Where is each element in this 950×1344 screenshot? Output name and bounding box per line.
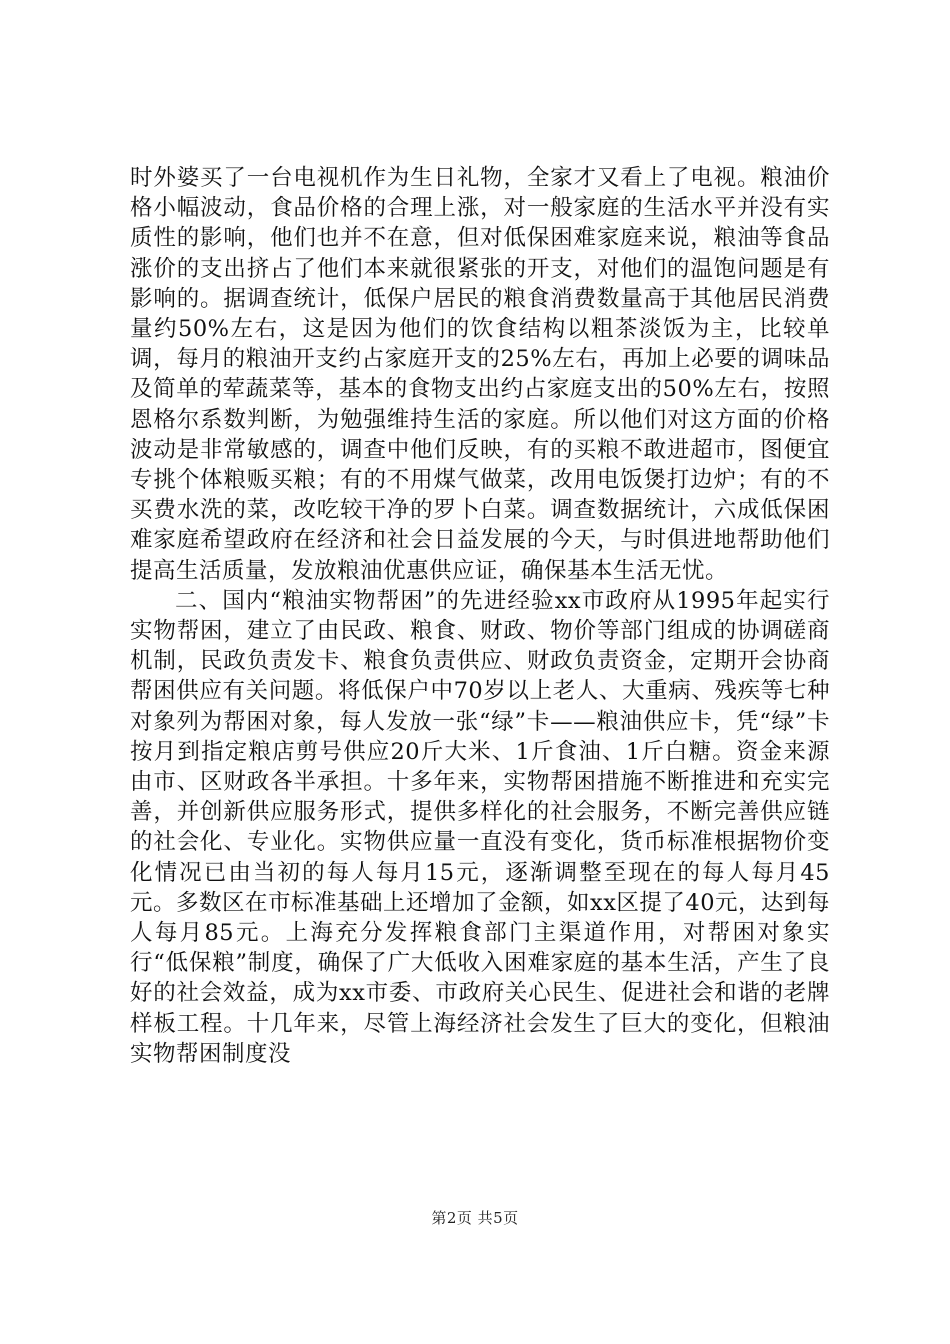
document-body <box>130 163 830 1069</box>
page-number-footer: 第2页 共5页 <box>431 1209 519 1227</box>
paragraph-2: 二、国内“粮油实物帮困”的先进经验xx市政府从1995年起实行实物帮困，建立了由民政、粮食、财政、物价等部门组成的协调磋商机制，民政负责发卡、粮食负责供应、财政负责资金，定期开会协商帮困供应有关问题。将低保户中70岁以上老人、大重病、残疾等七种对象列为帮困对象，每人发放一张“绿”卡——粮油供应卡，凭“绿”卡按月到指定粮店剪号供应20斤大米、1斤食油、1斤白糖。资金来源由市、区财政各半承担。十多年来，实物帮困措施不断推进和充实完善，并创新供应服务形式，提供多样化的社会服务，不断完善供应链的社会化、专业化。实物供应量一直没有变化，货币标准根据物价变化情况已由当初的每人每月15元，逐渐调整至现在的每人每月45元。多数区在市标准基础上还增加了金额，如xx区提了40元，达到每人每月85元。上海充分发挥粮食部门主渠道作用，对帮困对象实行“低保粮”制度，确保了广大低收入困难家庭的基本生活，产生了良好的社会效益，成为xx市委、市政府关心民生、促进社会和谐的老牌样板工程。十几年来，尽管上海经济社会发生了巨大的变化，但粮油实物帮困制度没 <box>130 587 831 1067</box>
paragraph-1: 时外婆买了一台电视机作为生日礼物，全家才又看上了电视。粮油价格小幅波动，食品价格的合理上涨，对一般家庭的生活水平并没有实质性的影响，他们也并不在意，但对低保困难家庭来说，粮油等食品涨价的支出挤占了他们本来就很紧张的开支，对他们的温饱问题是有影响的。据调查统计，低保户居民的粮食消费数量高于其他居民消费量约50%左右，这是因为他们的饮食结构以粗茶淡饭为主，比较单调，每月的粮油开支约占家庭开支的25%左右，再加上必要的调味品及简单的荤蔬菜等，基本的食物支出约占家庭支出的50%左右，按照恩格尔系数判断，为勉强维持生活的家庭。所以他们对这方面的价格波动是非常敏感的，调查中他们反映，有的买粮不敢进超市，图便宜专挑个体粮贩买粮；有的不用煤气做菜，改用电饭煲打边炉；有的不买费水洗的菜，改吃较干净的罗卜白菜。调查数据统计，六成低保困难家庭希望政府在经济和社会日益发展的今天，与时俱进地帮助他们提高生活质量，发放粮油优惠供应证，确保基本生活无忧。 <box>130 165 830 584</box>
